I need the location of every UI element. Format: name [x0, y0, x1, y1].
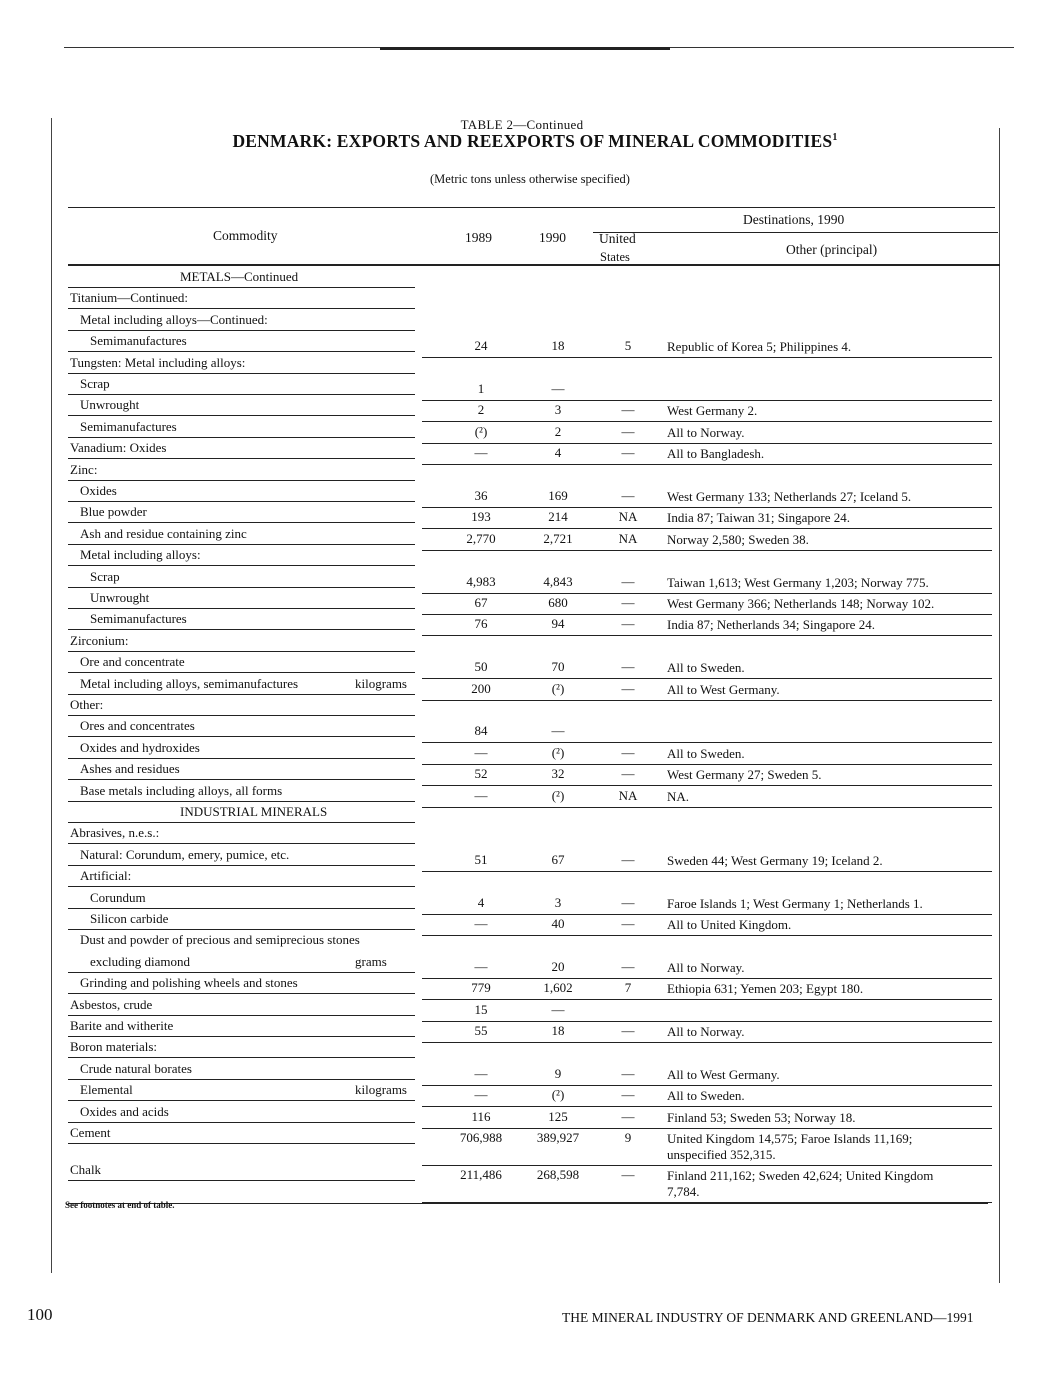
section-heading-row — [0, 801, 1044, 823]
other-destinations-cell: Taiwan 1,613; West Germany 1,203; Norway 775. — [667, 574, 929, 590]
value-1990-cell: 214 — [548, 509, 568, 525]
other-destinations-cell: All to Sweden. — [667, 660, 745, 676]
other-destinations-cell: NA. — [667, 788, 690, 804]
commodity-cell: Unwrought — [90, 590, 150, 605]
value-1989-cell: 15 — [474, 1001, 488, 1017]
value-1990-cell: 67 — [551, 851, 565, 867]
table-row — [0, 673, 1044, 695]
commodity-cell: Chalk — [70, 1162, 102, 1178]
commodity-cell: Corundum — [90, 889, 146, 905]
value-1990-cell: 169 — [548, 488, 568, 503]
us-cell: — — [621, 488, 635, 503]
value-1989-cell: — — [474, 1065, 488, 1081]
table-row — [0, 758, 1044, 783]
us-cell: — — [621, 595, 635, 610]
value-1989-cell: 2 — [477, 402, 485, 418]
other-destinations-cell: All to United Kingdom. — [667, 917, 792, 932]
table-row — [0, 630, 1044, 652]
value-1990-cell: (²) — [551, 1087, 565, 1103]
value-1989-cell: 1 — [477, 381, 485, 396]
value-1990-cell: 4 — [554, 445, 562, 461]
table-title-text: DENMARK: EXPORTS AND REEXPORTS OF MINERAL COMMODITIES — [232, 131, 833, 151]
unit-cell: kilograms — [355, 1082, 407, 1098]
commodity-rule — [68, 1180, 415, 1181]
header-1990: 1990 — [539, 230, 566, 245]
commodity-cell: Metal including alloys—Continued: — [80, 311, 268, 327]
table-row — [0, 1079, 1044, 1104]
commodity-cell: Asbestos, crude — [70, 996, 153, 1012]
commodity-cell: Oxides and acids — [80, 1103, 169, 1119]
table-row — [0, 394, 1044, 419]
value-1990-cell: — — [551, 1001, 565, 1017]
table-row — [0, 608, 1044, 633]
header-destinations: Destinations, 1990 — [743, 212, 845, 227]
other-destinations-continued: 7,784. — [667, 1184, 700, 1200]
commodity-cell: Zirconium: — [70, 632, 129, 648]
commodity-cell: Ashes and residues — [80, 761, 180, 777]
value-1989-cell: 706,988 — [459, 1130, 503, 1145]
value-1989-cell: 2,770 — [466, 530, 496, 546]
title-footnote-marker: 1 — [832, 132, 838, 144]
other-destinations-cell: All to Norway. — [667, 424, 745, 440]
table-caption: TABLE 2—Continued — [460, 117, 584, 132]
value-1990-cell: 40 — [551, 916, 565, 931]
value-1989-cell: — — [474, 916, 488, 931]
value-1990-cell: 125 — [548, 1108, 568, 1124]
value-1990-cell: 4,843 — [543, 573, 573, 589]
table-row — [0, 737, 1044, 759]
other-destinations-cell: Sweden 44; West Germany 19; Iceland 2. — [667, 852, 883, 868]
value-1989-cell: 779 — [471, 980, 491, 996]
commodity-cell: Artificial: — [80, 868, 132, 884]
us-cell: — — [621, 1023, 635, 1038]
us-cell: — — [621, 445, 635, 461]
other-destinations-cell: All to West Germany. — [667, 681, 780, 697]
value-1989-cell: 84 — [474, 723, 488, 739]
us-cell: — — [621, 766, 635, 782]
value-1990-cell: 18 — [551, 1023, 565, 1038]
us-cell: 9 — [624, 1130, 632, 1145]
commodity-cell: Dust and powder of precious and semiprecious stones — [80, 932, 360, 948]
destinations-rule — [593, 232, 998, 233]
commodity-cell: excluding diamond — [90, 953, 191, 969]
commodity-cell: Scrap — [80, 376, 110, 391]
us-cell: 5 — [624, 338, 632, 354]
table-row — [0, 544, 1044, 566]
commodity-cell: Other: — [70, 697, 104, 712]
value-1990-cell: (²) — [551, 787, 565, 803]
table-row — [0, 780, 1044, 802]
commodity-cell: Natural: Corundum, emery, pumice, etc. — [80, 846, 290, 862]
us-cell: — — [621, 1108, 635, 1124]
value-1989-cell: 67 — [474, 595, 488, 610]
table-row — [0, 887, 1044, 909]
commodity-cell: Vanadium: Oxides — [70, 440, 167, 456]
value-1989-cell: 24 — [474, 338, 488, 354]
unit-cell: grams — [355, 953, 387, 969]
us-cell: — — [621, 680, 635, 696]
us-cell: — — [621, 916, 635, 931]
table-row — [0, 972, 1044, 997]
value-1990-cell: 70 — [551, 659, 565, 675]
section-heading-row — [0, 266, 1044, 288]
value-1990-cell: 268,598 — [536, 1167, 580, 1183]
table-row — [0, 1036, 1044, 1058]
value-1990-cell: (²) — [551, 680, 565, 696]
table-row — [0, 373, 1044, 395]
us-cell: — — [621, 894, 635, 910]
section-heading: INDUSTRIAL MINERALS — [180, 804, 328, 819]
running-title: THE MINERAL INDUSTRY OF DENMARK AND GREENLAND—1991 — [562, 1310, 974, 1325]
commodity-cell: Semimanufactures — [90, 333, 187, 349]
value-1990-cell: 1,602 — [543, 980, 573, 996]
value-1990-cell: (²) — [551, 744, 565, 760]
table-row — [0, 651, 1044, 676]
value-1989-cell: 36 — [474, 488, 488, 503]
commodity-cell: Base metals including alloys, all forms — [80, 782, 283, 798]
commodity-cell: Unwrought — [80, 397, 140, 413]
value-1989-cell: 211,486 — [460, 1167, 502, 1183]
footnote: See footnotes at end of table. — [65, 1200, 175, 1210]
page-number: 100 — [27, 1305, 53, 1324]
other-destinations-cell: Republic of Korea 5; Philippines 4. — [667, 339, 852, 355]
us-cell: NA — [618, 787, 638, 803]
other-destinations-cell: Ethiopia 631; Yemen 203; Egypt 180. — [667, 981, 864, 997]
commodity-cell: Crude natural borates — [80, 1060, 192, 1076]
table-row — [0, 1122, 1044, 1162]
commodity-cell: Blue powder — [80, 504, 147, 520]
value-1990-cell: 20 — [551, 958, 565, 974]
value-1990-cell: 2 — [554, 423, 562, 439]
us-cell: — — [621, 616, 635, 632]
value-1989-cell: 4 — [477, 894, 485, 910]
table-row — [0, 437, 1044, 462]
value-1990-cell: 18 — [551, 338, 565, 354]
other-destinations-cell: All to Bangladesh. — [667, 446, 765, 462]
value-1989-cell: — — [474, 958, 488, 974]
table-row — [0, 929, 1044, 951]
table-row — [0, 694, 1044, 716]
commodity-cell: Semimanufactures — [90, 611, 187, 627]
table-row — [0, 951, 1044, 973]
us-cell: NA — [618, 509, 638, 525]
table-bottom-rule — [68, 1203, 988, 1204]
table-row — [0, 1058, 1044, 1080]
commodity-cell: Abrasives, n.e.s.: — [70, 825, 160, 841]
us-cell: — — [621, 402, 635, 418]
table-row — [0, 1015, 1044, 1037]
other-destinations-cell: All to Sweden. — [667, 745, 745, 761]
table-row — [0, 480, 1044, 502]
commodity-cell: Metal including alloys, semimanufactures — [80, 675, 299, 691]
table-title — [0, 131, 1044, 152]
commodity-cell: Ores and concentrates — [80, 718, 195, 734]
value-1989-cell: — — [474, 744, 488, 760]
commodity-cell: Ash and residue containing zinc — [80, 525, 247, 541]
table-row — [0, 459, 1044, 481]
value-1990-cell: — — [551, 723, 565, 739]
other-destinations-cell: West Germany 133; Netherlands 27; Iceland 5. — [667, 489, 912, 504]
other-destinations-cell: Finland 53; Sweden 53; Norway 18. — [667, 1109, 856, 1125]
section-heading: METALS—Continued — [180, 269, 299, 284]
commodity-cell: Zinc: — [70, 461, 98, 477]
table-row — [0, 715, 1044, 737]
us-cell: — — [621, 1167, 635, 1183]
other-destinations-cell: West Germany 27; Sweden 5. — [667, 767, 822, 783]
value-1989-cell: — — [474, 445, 488, 461]
commodity-cell: Boron materials: — [70, 1039, 158, 1055]
other-destinations-cell: India 87; Taiwan 31; Singapore 24. — [667, 510, 850, 526]
header-1989: 1989 — [465, 230, 492, 245]
value-1990-cell: 94 — [551, 616, 565, 632]
value-1989-cell: 52 — [474, 766, 488, 782]
us-cell: — — [621, 1087, 635, 1103]
commodity-cell: Oxides and hydroxides — [80, 739, 200, 755]
value-1989-cell: — — [474, 1087, 488, 1103]
table-row — [0, 309, 1044, 331]
other-destinations-cell: All to West Germany. — [667, 1066, 780, 1082]
table-row — [0, 844, 1044, 866]
table-row — [0, 1159, 1044, 1200]
other-destinations-cell: India 87; Netherlands 34; Singapore 24. — [667, 617, 875, 633]
us-cell: — — [621, 573, 635, 589]
commodity-cell: Ore and concentrate — [80, 654, 185, 670]
other-destinations-cell: Finland 211,162; Sweden 42,624; United Kingdom — [667, 1168, 934, 1184]
commodity-cell: Barite and witherite — [70, 1018, 174, 1033]
value-1989-cell: 200 — [471, 680, 491, 696]
other-destinations-continued: unspecified 352,315. — [667, 1147, 776, 1162]
header-us-line2: States — [600, 250, 630, 264]
value-1989-cell: (²) — [474, 423, 488, 439]
table-row — [0, 352, 1044, 374]
commodity-rule — [68, 1143, 415, 1144]
table-row — [0, 330, 1044, 355]
value-1989-cell: 4,983 — [466, 573, 496, 589]
commodity-cell: Tungsten: Metal including alloys: — [70, 354, 246, 370]
value-1990-cell: 9 — [554, 1065, 562, 1081]
header-other: Other (principal) — [786, 242, 878, 257]
commodity-cell: Cement — [70, 1125, 111, 1140]
table-subtitle: (Metric tons unless otherwise specified) — [430, 172, 630, 186]
value-1990-cell: 3 — [554, 402, 562, 418]
commodity-cell: Titanium—Continued: — [70, 290, 188, 306]
other-destinations-cell: United Kingdom 14,575; Faroe Islands 11,169; — [667, 1131, 913, 1146]
commodity-cell: Elemental — [80, 1082, 133, 1098]
table-row — [0, 523, 1044, 545]
value-1990-cell: 32 — [551, 766, 565, 782]
us-cell: — — [621, 659, 635, 675]
header-us-line1: United — [599, 231, 636, 246]
us-cell: — — [621, 744, 635, 760]
value-1990-cell: 3 — [554, 894, 562, 910]
other-destinations-cell: West Germany 366; Netherlands 148; Norway 102. — [667, 596, 935, 611]
us-cell: — — [621, 958, 635, 974]
table-row — [0, 501, 1044, 526]
us-cell: — — [621, 851, 635, 867]
value-1990-cell: 389,927 — [536, 1130, 580, 1145]
table-row — [0, 865, 1044, 887]
commodity-cell: Oxides — [80, 483, 117, 498]
header-commodity: Commodity — [213, 228, 278, 243]
unit-cell: kilograms — [355, 675, 407, 691]
value-1989-cell: 193 — [471, 509, 491, 525]
other-destinations-cell: Norway 2,580; Sweden 38. — [667, 531, 809, 547]
commodity-cell: Semimanufactures — [80, 418, 177, 434]
other-destinations-cell: West Germany 2. — [667, 403, 758, 419]
table-row — [0, 822, 1044, 844]
table-row — [0, 1101, 1044, 1123]
table-row — [0, 566, 1044, 588]
table-row — [0, 287, 1044, 309]
value-1989-cell: 116 — [471, 1108, 491, 1124]
value-1990-cell: 680 — [548, 595, 568, 610]
header-top-rule — [68, 207, 995, 208]
value-1989-cell: 76 — [474, 616, 488, 632]
value-1989-cell: 51 — [474, 851, 488, 867]
table-row — [0, 587, 1044, 609]
value-1989-cell: 55 — [474, 1023, 488, 1038]
commodity-cell: Silicon carbide — [90, 911, 169, 926]
other-destinations-cell: All to Norway. — [667, 959, 745, 975]
commodity-cell: Scrap — [90, 568, 120, 584]
value-1990-cell: 2,721 — [543, 530, 573, 546]
us-cell: — — [621, 423, 635, 439]
commodity-cell: Grinding and polishing wheels and stones — [80, 975, 298, 991]
commodity-cell: Metal including alloys: — [80, 547, 201, 563]
other-destinations-cell: Faroe Islands 1; West Germany 1; Netherlands 1. — [667, 895, 923, 911]
other-destinations-cell: All to Norway. — [667, 1024, 745, 1039]
us-cell: — — [621, 1065, 635, 1081]
us-cell: 7 — [624, 980, 632, 996]
value-1990-cell: — — [551, 381, 565, 396]
us-cell: NA — [618, 530, 638, 546]
other-destinations-cell: All to Sweden. — [667, 1088, 745, 1104]
value-1989-cell: — — [474, 787, 488, 803]
table-row — [0, 908, 1044, 930]
table-row — [0, 994, 1044, 1016]
top-rule-accent — [380, 47, 670, 50]
value-1989-cell: 50 — [474, 659, 488, 675]
table-row — [0, 416, 1044, 438]
